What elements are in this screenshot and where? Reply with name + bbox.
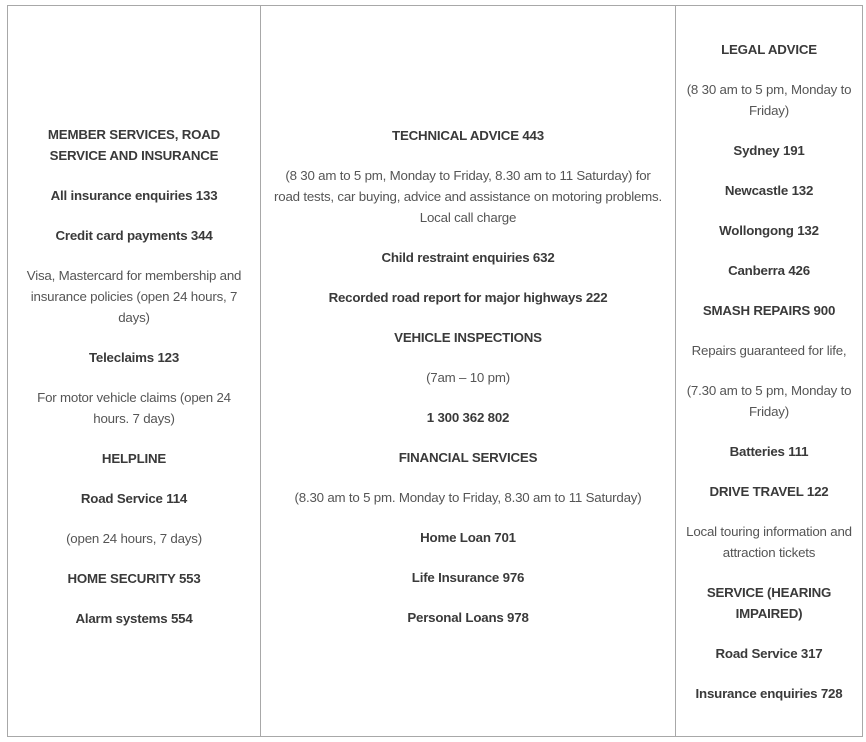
contact-heading: Alarm systems 554 (75, 610, 193, 626)
contact-heading: SERVICE (HEARING IMPAIRED) (706, 584, 832, 621)
contact-note: (8 30 am to 5 pm, Monday to Friday, 8.30 am to 11 Saturday) for road tests, car buying, advice and assistance on motoring problems. Local call charge (274, 167, 662, 225)
contact-heading: Home Loan 701 (420, 529, 516, 545)
table-row (8, 6, 863, 737)
contact-heading: Child restraint enquiries 632 (381, 249, 555, 265)
column-left-content (18, 114, 250, 629)
contact-heading: VEHICLE INSPECTIONS (394, 329, 542, 345)
column-middle (261, 6, 676, 737)
column-right (676, 6, 863, 737)
contact-note: Local touring information and attraction tickets (686, 523, 852, 560)
contact-heading: Recorded road report for major highways 222 (328, 289, 608, 305)
contact-heading: Batteries 111 (729, 443, 809, 459)
column-right-content (686, 39, 852, 704)
contact-note: For motor vehicle claims (open 24 hours. 7 days) (37, 389, 231, 426)
contact-heading: Personal Loans 978 (407, 609, 529, 625)
contact-heading: Insurance enquiries 728 (695, 685, 843, 701)
contact-heading: Life Insurance 976 (411, 569, 525, 585)
contact-heading: HOME SECURITY 553 (67, 570, 201, 586)
contact-heading: MEMBER SERVICES, ROAD SERVICE AND INSURANCE (47, 126, 221, 163)
contact-heading: Road Service 114 (80, 490, 188, 506)
contact-note: (7am – 10 pm) (426, 369, 510, 385)
contact-heading: HELPLINE (101, 450, 167, 466)
contact-heading: SMASH REPAIRS 900 (702, 302, 836, 318)
contacts-table (7, 5, 863, 737)
column-left (8, 6, 261, 737)
contact-heading: Credit card payments 344 (55, 227, 213, 243)
contact-note: (8 30 am to 5 pm, Monday to Friday) (686, 81, 852, 118)
contact-heading: 1 300 362 802 (426, 409, 510, 425)
contact-note: Visa, Mastercard for membership and insurance policies (open 24 hours, 7 days) (26, 267, 242, 325)
contact-heading: FINANCIAL SERVICES (398, 449, 538, 465)
contact-note: (8.30 am to 5 pm. Monday to Friday, 8.30 am to 11 Saturday) (294, 489, 642, 505)
contact-heading: LEGAL ADVICE (721, 41, 817, 57)
contact-note: Repairs guaranteed for life, (691, 342, 847, 358)
column-middle-content (271, 115, 665, 628)
contact-heading: Teleclaims 123 (88, 349, 180, 365)
contact-heading: Sydney 191 (733, 142, 805, 158)
contact-note: (open 24 hours, 7 days) (66, 530, 202, 546)
contact-heading: Newcastle 132 (724, 182, 814, 198)
contact-heading: Wollongong 132 (719, 222, 819, 238)
contact-heading: All insurance enquiries 133 (50, 187, 218, 203)
contact-heading: Canberra 426 (728, 262, 810, 278)
contact-note: (7.30 am to 5 pm, Monday to Friday) (686, 382, 852, 419)
contact-heading: Road Service 317 (715, 645, 823, 661)
contact-heading: TECHNICAL ADVICE 443 (392, 127, 544, 143)
contact-heading: DRIVE TRAVEL 122 (709, 483, 829, 499)
